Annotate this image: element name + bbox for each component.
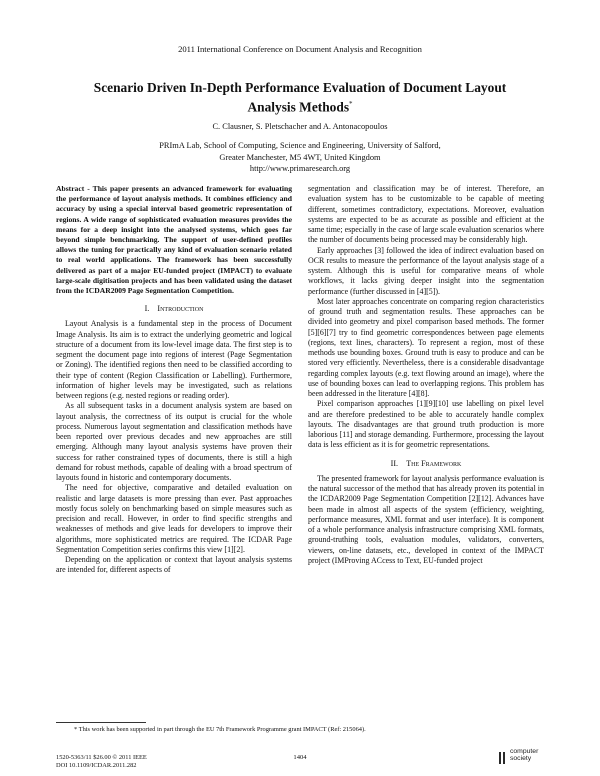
title-footnote-mark: * [349,100,353,108]
intro-paragraph-2: As all subsequent tasks in a document analysis system are based on layout analysis, the correctness of its output is crucial for the whole process. Numerous layout segmentation and classification methods have been reported over previous decades and new approaches are still emerging. Although many layout analysis systems have proven their success for rather constrained types of documents, there is still a high demand for robust methods, capable of dealing with a broad spectrum of layouts found in historic and contemporary documents. [56,401,292,483]
framework-paragraph-1: The presented framework for layout analysis performance evaluation is the natural successor of the method that has already proven its potential in the ICDAR2009 Page Segmentation Competition [2][12]. Advances have been made in almost all aspects of the system (efficiency, weighting, performance measures, XML format and user interface). It is component of a whole performance analysis infrastructure comprising XML formats, ground-truthing tools, evaluation modules, validators, converters, viewers, on-line datasets, etc., developed in context of the IMPACT project (IMProving ACcess to Text, EU-funded project [308,473,544,565]
intro-paragraph-3: The need for objective, comparative and detailed evaluation on realistic and large datasets is more pressing than ever. Past approaches mostly focus solely on benchmarking based on simple measures such as precision and recall. However, in order to find specific strengths and weaknesses of methods and give leads for developers to improve their algorithms, more sophisticated metrics are required. The ICDAR Page Segmentation Competition series confirms this view [1][2]. [56,483,292,554]
footer-issn: 1520-5363/11 $26.00 © 2011 IEEE [56,754,147,761]
affiliation-line-1: PRImA Lab, School of Computing, Science and Engineering, University of Salford, [159,141,441,150]
conference-header: 2011 International Conference on Document Analysis and Recognition [178,44,422,54]
abstract: Abstract - This paper presents an advanced framework for evaluating the performance of layout analysis methods. It combines efficiency and accuracy by using a special interval based geometric representation of regions. A wide range of sophisticated evaluation measures provides the means for a deep insight into the analysed systems, which goes far beyond simple benchmarking. The support of user-defined profiles allows the tuning for practically any kind of evaluation scenario related to real world applications. The framework has been successfully delivered as part of a major EU-funded project (IMPACT) to evaluate large-scale digitisation projects and has been validated using the dataset from the ICDAR2009 Page Segmentation Competition. [56,184,292,296]
affiliation-url: http://www.primaresearch.org [249,164,351,174]
body-paragraph-region-comparison: Most later approaches concentrate on comparing region characteristics of ground truth and segmentation results. These approaches can be divided into geometry and pixel comparison based methods. The former [5][6][7] try to find geometric correspondences between page elements (regions, text lines, characters). To represent a region, most of these methods use bounding boxes. Ground truth is easy to produce and can be stored very efficiently. Nevertheless, there is a considerable disadvantage regarding complex layouts (e.g. text flowing around an image), where the use of bounding boxes can lead to overlapping regions. This problem has been addressed in the literature [4][8]. [308,296,544,398]
body-paragraph-pixel-comparison: Pixel comparison approaches [1][9][10] use labelling on pixel level and are therefore predestined to be able to accurately handle complex layouts. The disadvantages are that ground truth production is more laborious [11] and storage demanding. Furthermore, processing the layout data is less efficient as it is for geometric representations. [308,399,544,450]
body-paragraph-continued: segmentation and classification may be of interest. Therefore, an evaluation system has to be customizable to be capable of meeting different, sometimes contradictory, expectations. Moreover, evaluation systems are expected to be as accurate as possible and efficient at the same time; especially in the case of large scale evaluation scenarios where the number of documents being processed may be considerably high. [308,184,544,245]
footer-doi: DOI 10.1109/ICDAR.2011.282 [56,762,137,770]
affiliation-line-2: Greater Manchester, M5 4WT, United Kingdom [219,152,381,162]
computer-society-logo [498,747,546,769]
right-column [308,184,544,566]
affiliation [60,140,540,175]
footnote-mark: * [74,726,78,733]
body-paragraph-early-approaches: Early approaches [3] followed the idea of indirect evaluation based on OCR results to measure the performance of the layout analysis stage of a system. Although this is useful for comparative means of whole workflows, it lacks giving deeper insight into the segmentation performance (further discussed in [4][5]). [308,245,544,296]
logo-word-society: society [510,754,532,762]
title-line-2: Analysis Methods* [247,99,353,115]
paper-title [60,80,540,115]
page-number: 1404 [293,754,307,761]
logo-wordmark [510,749,538,762]
footnote-divider [56,722,146,723]
author-list: C. Clausner, S. Pletschacher and A. Antonacopoulos [212,122,388,131]
logo-word-computer: computer [510,748,539,755]
footnote [56,726,546,733]
section-heading-introduction: I. Introduction [144,304,204,314]
footnote-text: This work has been supported in part through the EU 7th Framework Programme grant IMPACT (Ref: 215064). [78,726,366,733]
title-line-1: Scenario Driven In-Depth Performance Evaluation of Document Layout [93,80,507,95]
computer-society-logo-icon [498,752,508,764]
intro-paragraph-4: Depending on the application or context that layout analysis systems are intended for, different aspects of [56,555,292,575]
intro-paragraph-1: Layout Analysis is a fundamental step in the process of Document Image Analysis. Its aim is to extract the underlying geometric and logical structure of a document from its low-level image data. The first step is to segment the document page into regions of interest (Page Segmentation or Zoning). The identified regions then need to be classified according to their type of content (Region Classification or Labelling). Furthermore, information of higher levels may be investigated, such as relations between regions (e.g. nested regions or reading order). [56,319,292,401]
section-heading-framework: II. The Framework [390,458,462,468]
left-column [56,184,292,576]
